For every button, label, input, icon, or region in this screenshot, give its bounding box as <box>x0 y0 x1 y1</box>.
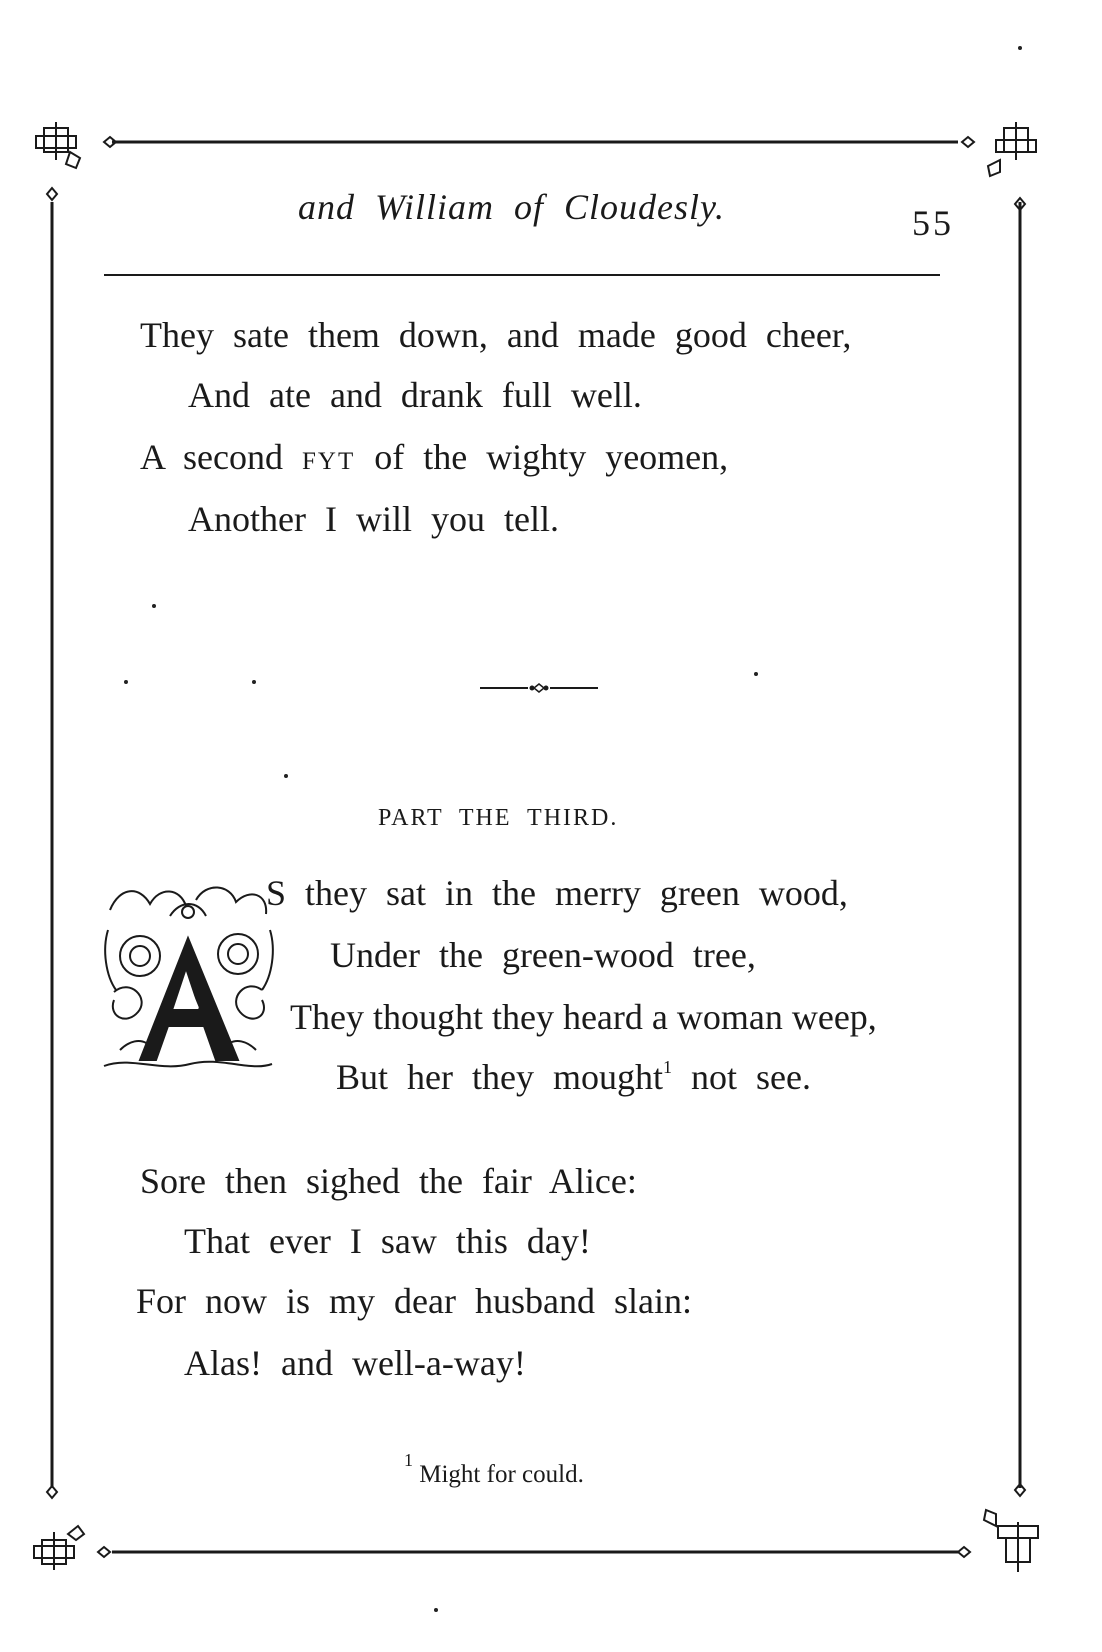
scan-speck <box>124 680 128 684</box>
verse-text: not see. <box>671 1057 811 1097</box>
corner-ornament-bottom-left <box>34 1486 110 1570</box>
verse-line <box>140 436 728 478</box>
verse-line: They sate them down, and made good cheer, <box>140 315 852 355</box>
running-title: and William of Cloudesly. <box>298 187 726 227</box>
dropcap-letter: A <box>170 1044 178 1055</box>
verse-line: They thought they heard a woman weep, <box>290 997 877 1037</box>
dropcap-ornament <box>100 880 276 1076</box>
verse-text: But her they mought <box>336 1057 663 1097</box>
corner-ornament-top-right <box>962 122 1036 210</box>
verse-line: Under the green-wood tree, <box>330 935 756 975</box>
verse-line <box>336 1056 811 1098</box>
corner-ornament-bottom-right <box>958 1484 1038 1572</box>
verse-line: S they sat in the merry green wood, <box>266 873 848 913</box>
verse-smallcaps: fyt <box>301 437 356 477</box>
verse-line: That ever I saw this day! <box>184 1221 591 1261</box>
verse-line: Alas! and well-a-way! <box>184 1343 526 1383</box>
section-separator-ornament <box>480 682 598 694</box>
verse-line: Another I will you tell. <box>188 499 559 539</box>
scan-speck <box>252 680 256 684</box>
scan-speck <box>284 774 288 778</box>
footnote-marker: 1 <box>404 1450 413 1470</box>
scan-speck <box>1018 46 1022 50</box>
corner-ornament-top-left <box>36 122 116 200</box>
page-number: 55 <box>912 203 954 243</box>
scan-speck <box>754 672 758 676</box>
footnote-reference: 1 <box>662 1057 672 1077</box>
scan-speck <box>152 604 156 608</box>
verse-line: For now is my dear husband slain: <box>136 1281 692 1321</box>
verse-line: Sore then sighed the fair Alice: <box>140 1161 637 1201</box>
verse-line: And ate and drank full well. <box>188 375 642 415</box>
verse-text: of the wighty yeomen, <box>355 437 729 477</box>
section-heading: PART THE THIRD. <box>378 805 619 831</box>
header-rule <box>104 274 940 276</box>
scan-speck <box>434 1608 438 1612</box>
footnote-text: Might for could. <box>413 1461 584 1488</box>
footnote <box>404 1450 584 1489</box>
verse-text: A second <box>140 437 302 477</box>
